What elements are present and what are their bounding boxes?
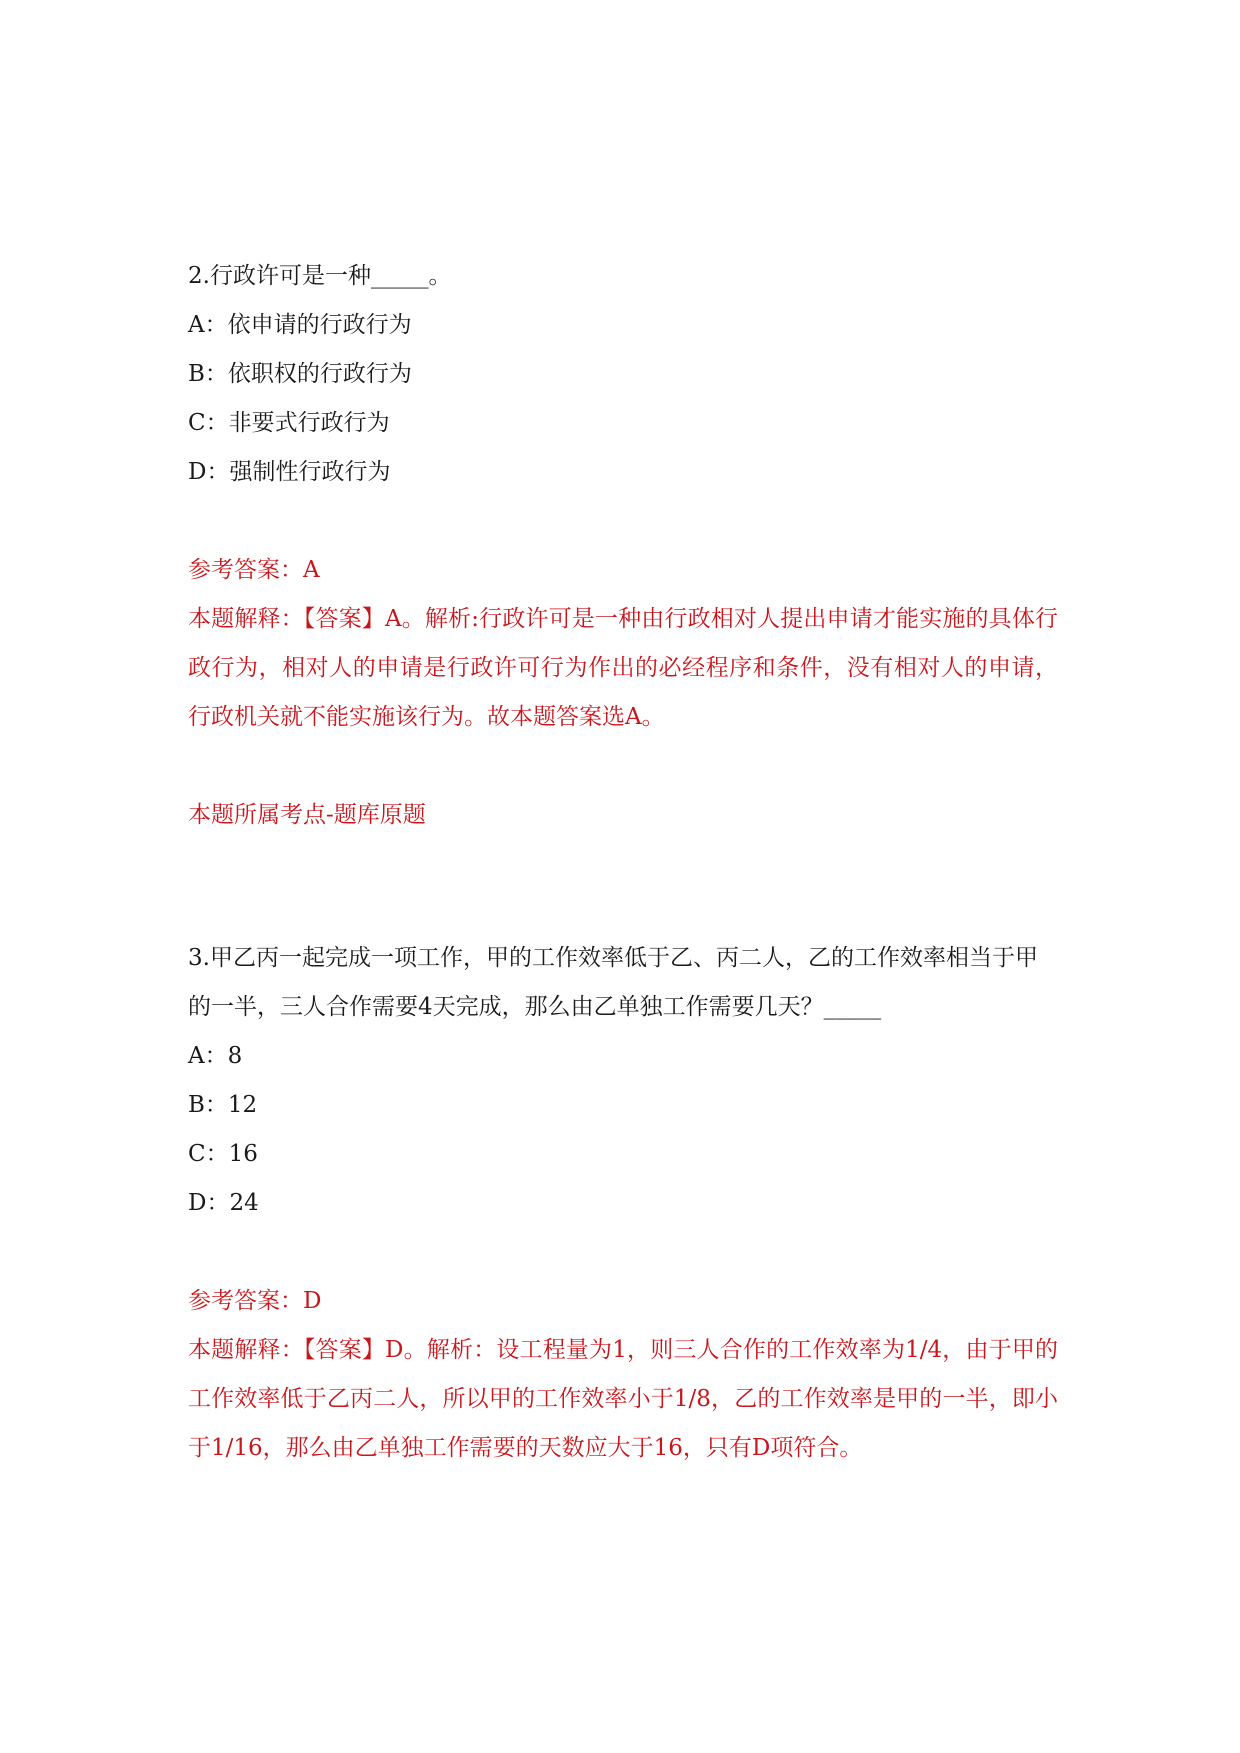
answer-explanation: 本题解释：【答案】A。解析:行政许可是一种由行政相对人提出申请才能实施的具体行政行为，相对人的申请是行政许可行为作出的必经程序和条件，没有相对人的申请，行政机关就不能实施该行为。故本题答案选A。 bbox=[188, 606, 1058, 730]
option-c: C：16 bbox=[188, 1141, 258, 1167]
answer-block bbox=[188, 546, 1058, 742]
option-d: D：强制性行政行为 bbox=[188, 459, 391, 485]
answer-explanation: 本题解释：【答案】D。解析：设工程量为1，则三人合作的工作效率为1/4，由于甲的工作效率低于乙丙二人，所以甲的工作效率小于1/8，乙的工作效率是甲的一半，即小于1/16，那么由乙单独工作需要的天数应大于16，只有D项符合。 bbox=[188, 1337, 1058, 1461]
option-b: B：依职权的行政行为 bbox=[188, 361, 412, 387]
reference-answer: 参考答案：D bbox=[188, 1288, 322, 1314]
question-2 bbox=[188, 252, 1058, 840]
option-b: B：12 bbox=[188, 1092, 258, 1118]
question-stem: 2.行政许可是一种_____。 bbox=[188, 263, 452, 289]
option-a: A：依申请的行政行为 bbox=[188, 312, 412, 338]
option-d: D：24 bbox=[188, 1190, 259, 1216]
option-a: A：8 bbox=[188, 1043, 243, 1069]
option-c: C：非要式行政行为 bbox=[188, 410, 390, 436]
question-topic: 本题所属考点-题库原题 bbox=[188, 802, 426, 828]
answer-block bbox=[188, 1277, 1058, 1473]
question-stem: 3.甲乙丙一起完成一项工作，甲的工作效率低于乙、丙二人，乙的工作效率相当于甲的一半，三人合作需要4天完成，那么由乙单独工作需要几天？_____ bbox=[188, 945, 1038, 1020]
reference-answer: 参考答案：A bbox=[188, 557, 320, 583]
question-3 bbox=[188, 934, 1058, 1473]
